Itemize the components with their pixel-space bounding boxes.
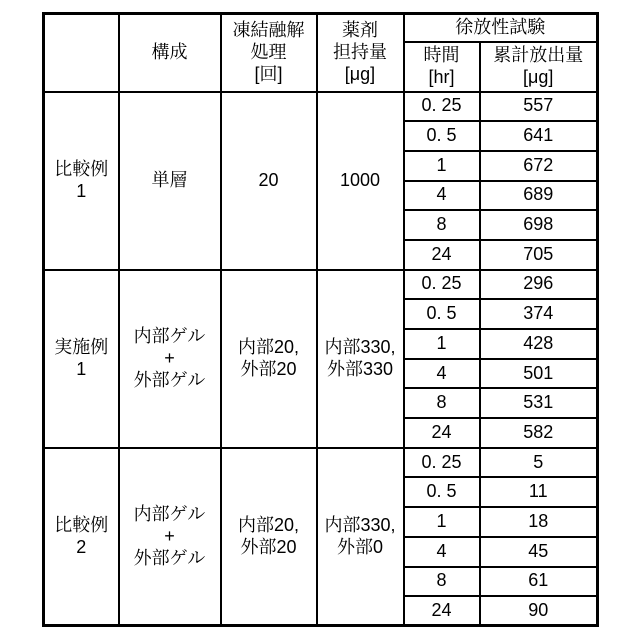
corner-cell [44,14,119,92]
time-cell: 8 [404,567,480,597]
value-cell: 90 [480,596,598,626]
value-cell: 428 [480,329,598,359]
time-cell: 0. 5 [404,477,480,507]
value-cell: 11 [480,477,598,507]
time-cell: 0. 25 [404,448,480,478]
example-label-cell: 実施例 1 [44,270,119,448]
freeze-thaw-cell: 内部20, 外部20 [221,270,317,448]
time-cell: 24 [404,418,480,448]
value-cell: 45 [480,537,598,567]
time-cell: 24 [404,240,480,270]
drug-loading-cell: 1000 [317,92,404,270]
header-composition: 構成 [119,14,221,92]
value-cell: 698 [480,210,598,240]
value-cell: 705 [480,240,598,270]
time-cell: 0. 25 [404,270,480,300]
value-cell: 641 [480,121,598,151]
example-label-cell: 比較例 2 [44,448,119,626]
header-drug-loading: 薬剤 担持量 [μg] [317,14,404,92]
value-cell: 582 [480,418,598,448]
value-cell: 5 [480,448,598,478]
value-cell: 296 [480,270,598,300]
drug-loading-cell: 内部330, 外部330 [317,270,404,448]
table-row [44,270,598,300]
value-cell: 557 [480,92,598,122]
composition-cell: 単層 [119,92,221,270]
time-cell: 0. 5 [404,121,480,151]
value-cell: 18 [480,507,598,537]
header-cumulative-release: 累計放出量 [μg] [480,42,598,92]
time-cell: 0. 25 [404,92,480,122]
time-cell: 1 [404,329,480,359]
value-cell: 374 [480,299,598,329]
release-test-table [42,12,599,627]
time-cell: 0. 5 [404,299,480,329]
table-row [44,92,598,122]
time-cell: 8 [404,210,480,240]
time-cell: 4 [404,537,480,567]
header-freeze-thaw: 凍結融解 処理 [回] [221,14,317,92]
time-cell: 4 [404,359,480,389]
table-row [44,448,598,478]
value-cell: 689 [480,181,598,211]
freeze-thaw-cell: 内部20, 外部20 [221,448,317,626]
example-label-cell: 比較例 1 [44,92,119,270]
time-cell: 1 [404,507,480,537]
value-cell: 501 [480,359,598,389]
header-release-test: 徐放性試験 [404,14,598,42]
freeze-thaw-cell: 20 [221,92,317,270]
time-cell: 1 [404,151,480,181]
composition-cell: 内部ゲル + 外部ゲル [119,270,221,448]
header-time: 時間 [hr] [404,42,480,92]
time-cell: 4 [404,181,480,211]
value-cell: 61 [480,567,598,597]
time-cell: 24 [404,596,480,626]
composition-cell: 内部ゲル + 外部ゲル [119,448,221,626]
value-cell: 531 [480,388,598,418]
drug-loading-cell: 内部330, 外部0 [317,448,404,626]
time-cell: 8 [404,388,480,418]
value-cell: 672 [480,151,598,181]
